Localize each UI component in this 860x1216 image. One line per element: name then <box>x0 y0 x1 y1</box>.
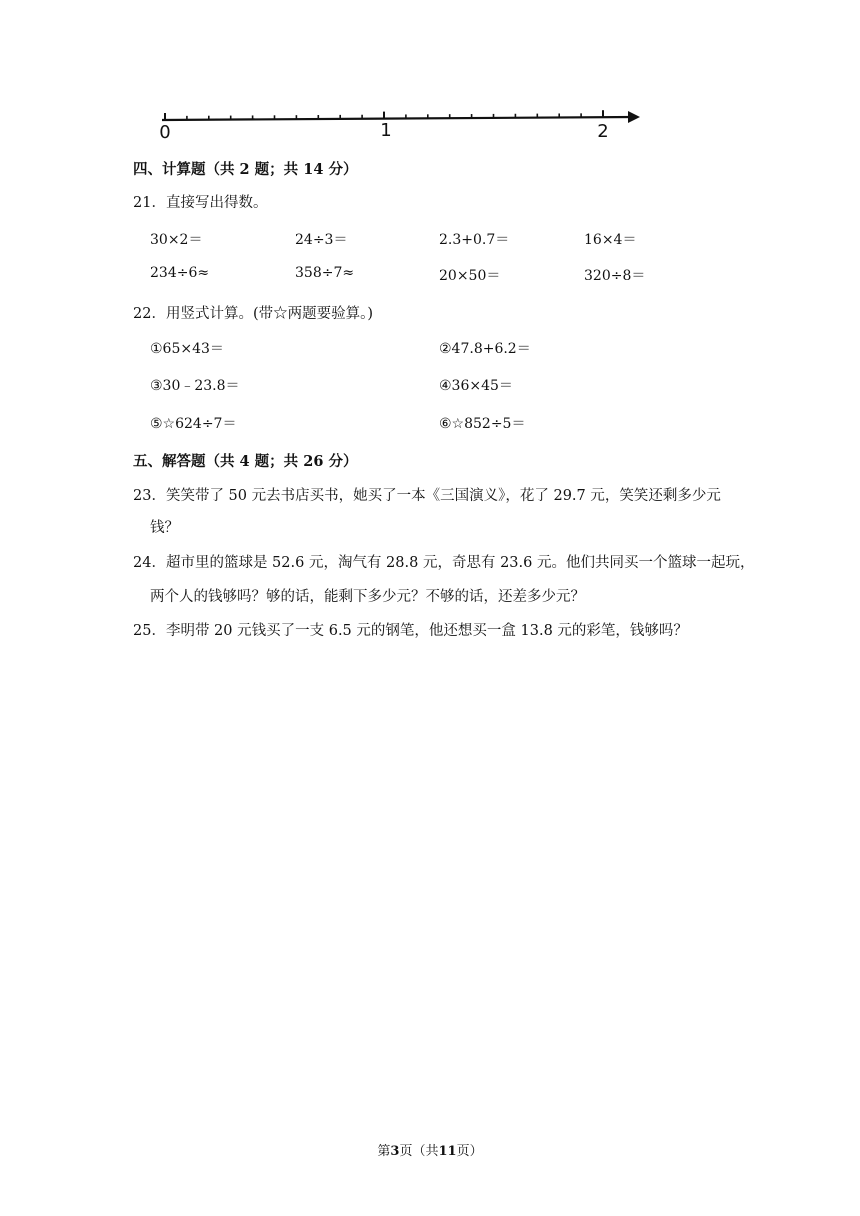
footer-middle: 页（共 <box>399 1144 439 1159</box>
q21-item-3: 2.3+0.7＝ <box>439 232 510 248</box>
question-23-line-2: 钱？ <box>150 520 179 536</box>
footer-suffix: 页） <box>456 1144 483 1159</box>
q22-item-1: ①65×43＝ <box>150 341 224 357</box>
question-25-text: 25．李明带 20 元钱买了一支 6.5 元的钢笔，他还想买一盒 13.8 元的彩笔，钱够吗？ <box>133 623 688 639</box>
q21-item-4: 16×4＝ <box>584 232 637 248</box>
footer-page-number: 3 <box>390 1144 400 1159</box>
q21-item-8: 320÷8＝ <box>584 268 646 284</box>
number-line <box>150 100 650 145</box>
question-23-line-1: 23．笑笑带了 50 元去书店买书，她买了一本《三国演义》，花了 29.7 元，笑笑还剩多少元 <box>133 488 721 504</box>
q22-item-3: ③30﹣23.8＝ <box>150 378 240 394</box>
footer-prefix: 第 <box>377 1144 391 1159</box>
q21-item-1: 30×2＝ <box>150 232 203 248</box>
question-24-line-1: 24．超市里的篮球是 52.6 元，淘气有 28.8 元，奇思有 23.6 元。他们共同买一个篮球一起玩， <box>133 555 755 571</box>
footer-total-pages: 11 <box>438 1144 457 1159</box>
number-line-label-2: 2 <box>597 121 609 142</box>
number-line-label-1: 1 <box>380 120 392 141</box>
question-22-text: 22．用竖式计算。(带☆两题要验算。) <box>133 306 374 322</box>
q22-item-5: ⑤☆624÷7＝ <box>150 416 237 432</box>
page-footer <box>0 1140 860 1159</box>
q22-item-6: ⑥☆852÷5＝ <box>439 416 526 432</box>
number-line-arrow-icon <box>628 111 640 123</box>
question-24-line-2: 两个人的钱够吗？够的话，能剩下多少元？不够的话，还差多少元？ <box>150 589 585 605</box>
number-line-axis <box>162 117 634 120</box>
q21-item-6: 358÷7≈ <box>295 265 355 281</box>
q21-item-2: 24÷3＝ <box>295 232 348 248</box>
q21-item-5: 234÷6≈ <box>150 265 210 281</box>
q22-item-4: ④36×45＝ <box>439 378 513 394</box>
question-21-text: 21．直接写出得数。 <box>133 195 268 211</box>
q22-item-2: ②47.8+6.2＝ <box>439 341 531 357</box>
section-five-title: 五、解答题（共 4 题；共 26 分） <box>133 453 358 470</box>
section-four-title: 四、计算题（共 2 题；共 14 分） <box>133 161 358 178</box>
number-line-label-0: 0 <box>159 122 171 143</box>
q21-item-7: 20×50＝ <box>439 268 501 284</box>
